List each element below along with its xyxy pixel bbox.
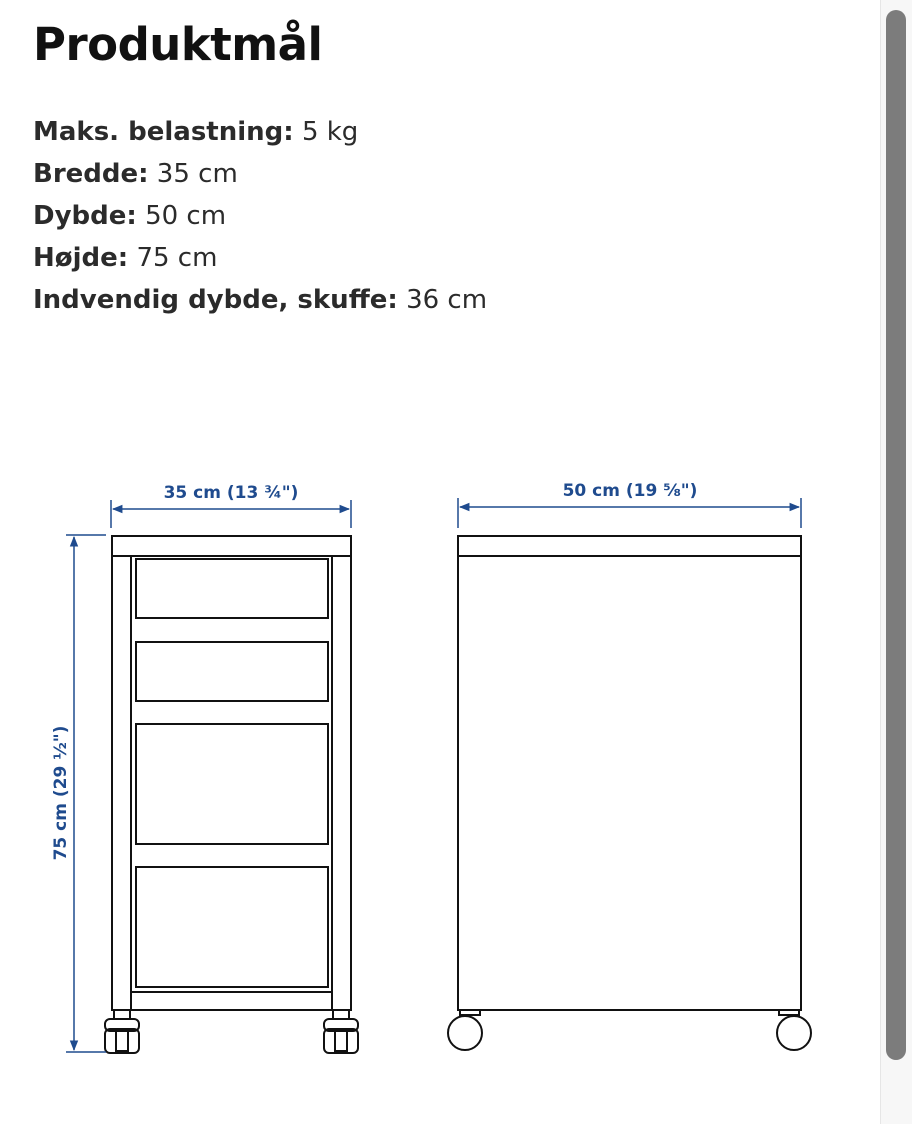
spec-label: Bredde: (33, 159, 149, 189)
spec-label: Maks. belastning: (33, 117, 294, 147)
side-top-panel (458, 536, 801, 556)
spec-value: 75 cm (136, 243, 218, 273)
spec-value: 50 cm (145, 201, 227, 231)
front-view-drawing (105, 536, 358, 1053)
spec-value: 35 cm (156, 159, 238, 189)
side-caster-right-mount (779, 1010, 799, 1015)
side-caster-left-wheel (448, 1016, 482, 1050)
scrollbar-thumb[interactable] (886, 10, 906, 1060)
front-caster-right (324, 1010, 358, 1053)
front-top-panel (112, 536, 351, 556)
drawer-1 (136, 559, 328, 618)
page-title: Produktmål (33, 18, 323, 71)
spec-label: Indvendig dybde, skuffe: (33, 285, 398, 315)
drawer-4 (136, 867, 328, 987)
depth-dimension-label: 50 cm (19 ⅝") (562, 481, 698, 501)
width-dimension-label: 35 cm (13 ¾") (163, 483, 299, 503)
height-dimension-label: 75 cm (29 ½") (51, 725, 71, 861)
side-view-drawing (448, 536, 811, 1050)
front-right-post (332, 556, 351, 1010)
side-caster-left-mount (460, 1010, 480, 1015)
spec-value: 5 kg (301, 117, 359, 147)
depth-dimension (458, 498, 801, 528)
width-dimension (111, 500, 351, 528)
front-caster-left (105, 1010, 139, 1053)
spec-label: Højde: (33, 243, 129, 273)
spec-value: 36 cm (406, 285, 488, 315)
spec-label: Dybde: (33, 201, 137, 231)
height-dimension (66, 535, 106, 1052)
drawer-3 (136, 724, 328, 844)
side-caster-right-wheel (777, 1016, 811, 1050)
side-body (458, 556, 801, 1010)
front-left-post (112, 556, 131, 1010)
drawer-2 (136, 642, 328, 701)
